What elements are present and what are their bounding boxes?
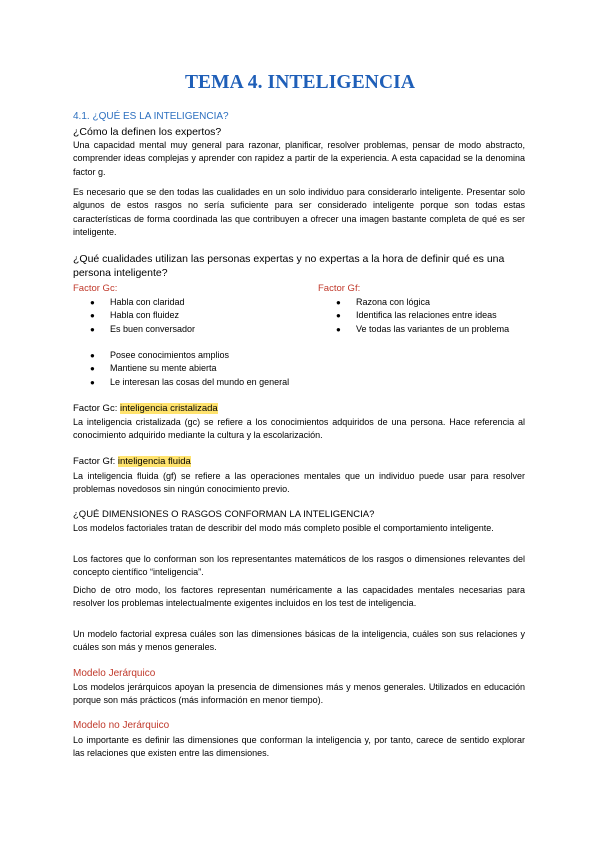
list-item: ● Posee conocimientos amplios bbox=[90, 349, 350, 362]
list-item: ● Identifica las relaciones entre ideas bbox=[336, 309, 556, 322]
qualities-question: ¿Qué cualidades utilizan las personas expertas y no expertas a la hora de definir qué es una persona inteligente? bbox=[73, 253, 505, 279]
hierarchical-model-title: Modelo Jerárquico bbox=[73, 668, 156, 679]
list-item: ● Ve todas las variantes de un problema bbox=[336, 323, 556, 336]
gc-def-heading bbox=[73, 403, 218, 414]
list-item: ● Razona con lógica bbox=[336, 296, 556, 309]
experts-question: ¿Cómo la definen los expertos? bbox=[73, 126, 222, 138]
gf-def-text: La inteligencia fluida (gf) se refiere a las operaciones mentales que un individuo puede usar para resolver problemas novedosos sin ningún conocimiento previo. bbox=[73, 471, 525, 495]
factor-gc-title: Factor Gc: bbox=[73, 283, 118, 294]
non-hierarchical-model-text: Lo importante es definir las dimensiones que conforman la inteligencia y, por tanto, carece de sentido explorar las relaciones que existen entre las dimensiones. bbox=[73, 735, 525, 759]
list-item: ● Mantiene su mente abierta bbox=[90, 362, 350, 375]
list-item: ● Habla con claridad bbox=[90, 296, 310, 309]
definition-paragraph: Una capacidad mental muy general para razonar, planificar, resolver problemas, pensar de modo abstracto, comprender ideas complejas y aprender con rapidez a partir de la experiencia. A esta capacidad se la denomina factor g. bbox=[73, 140, 525, 177]
qualities-paragraph: Es necesario que se den todas las cualidades en un solo individuo para considerarlo inteligente. Presentar solo algunos de estos rasgos no sería suficiente para ser considerado inteligente porque son todas estas características de forma coordinada las que contribuyen a ofrecer una imagen bastante completa de qué es ser inteligente. bbox=[73, 187, 525, 238]
dimensions-paragraph-3: Dicho de otro modo, los factores representan numéricamente a las capacidades mentales necesarias para resolver los problemas intelectualmente exigentes incluidos en los test de inteligencia. bbox=[73, 585, 525, 609]
list-item: ● Es buen conversador bbox=[90, 323, 310, 336]
factor-gc-list-more bbox=[90, 349, 350, 389]
gc-def-highlight: inteligencia cristalizada bbox=[119, 403, 218, 414]
dimensions-heading: ¿QUÉ DIMENSIONES O RASGOS CONFORMAN LA INTELIGENCIA? bbox=[73, 509, 375, 520]
gf-def-heading bbox=[73, 456, 191, 467]
factor-gc-list bbox=[90, 296, 310, 336]
hierarchical-model-text: Los modelos jerárquicos apoyan la presencia de dimensiones más y menos generales. Utilizados en educación porque son más prácticos (más información en menor tiempo). bbox=[73, 682, 525, 706]
gf-def-highlight: inteligencia fluida bbox=[117, 456, 191, 467]
factor-gf-title: Factor Gf: bbox=[318, 283, 361, 294]
gc-def-label: Factor Gc: bbox=[73, 403, 120, 414]
section-heading-41: 4.1. ¿QUÉ ES LA INTELIGENCIA? bbox=[73, 111, 229, 122]
non-hierarchical-model-title: Modelo no Jerárquico bbox=[73, 720, 170, 731]
dimensions-paragraph-1: Los modelos factoriales tratan de describir del modo más completo posible el comportamiento inteligente. bbox=[73, 523, 494, 533]
page-title: TEMA 4. INTELIGENCIA bbox=[184, 72, 416, 93]
list-item: ● Le interesan las cosas del mundo en general bbox=[90, 376, 350, 389]
list-item: ● Habla con fluidez bbox=[90, 309, 310, 322]
gc-def-text: La inteligencia cristalizada (gc) se refiere a los conocimientos adquiridos de una persona. Hace referencia al conocimiento adquirido mediante la cultura y la escolarización. bbox=[73, 417, 525, 441]
dimensions-paragraph-2: Los factores que lo conforman son los representantes matemáticos de los rasgos o dimensiones relevantes del concepto científico “inteligencia”. bbox=[73, 554, 525, 578]
factor-gf-list bbox=[336, 296, 556, 336]
gf-def-label: Factor Gf: bbox=[73, 456, 118, 467]
dimensions-paragraph-4: Un modelo factorial expresa cuáles son las dimensiones básicas de la inteligencia, cuáles son sus relaciones y cuáles son más y menos generales. bbox=[73, 629, 525, 653]
